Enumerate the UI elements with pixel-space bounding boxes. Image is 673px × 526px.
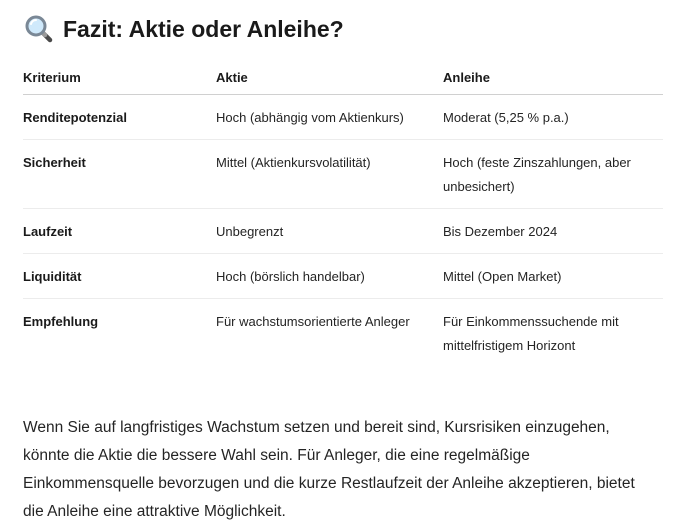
table-row — [23, 254, 663, 299]
criterion-cell: Laufzeit — [23, 209, 216, 254]
table-header-row — [23, 62, 663, 95]
table-row — [23, 299, 663, 368]
stock-cell: Hoch (abhängig vom Aktienkurs) — [216, 95, 443, 140]
section-heading — [24, 14, 344, 44]
stock-cell: Mittel (Aktienkursvolatilität) — [216, 140, 443, 209]
column-header-bond: Anleihe — [443, 62, 663, 95]
stock-cell: Hoch (börslich handelbar) — [216, 254, 443, 299]
bond-cell: Hoch (feste Zinszahlungen, aber unbesichert) — [443, 140, 663, 209]
section-title: Fazit: Aktie oder Anleihe? — [63, 15, 344, 42]
stock-cell: Für wachstumsorientierte Anleger — [216, 314, 410, 329]
table-row — [23, 209, 663, 254]
criterion-cell: Liquidität — [23, 254, 216, 299]
criterion-cell: Renditepotenzial — [23, 95, 216, 140]
column-header-stock: Aktie — [216, 62, 443, 95]
bond-cell: Bis Dezember 2024 — [443, 209, 663, 254]
bond-cell: Moderat (5,25 % p.a.) — [443, 95, 663, 140]
comparison-table — [23, 62, 663, 367]
bond-cell: Mittel (Open Market) — [443, 254, 663, 299]
stock-cell: Unbegrenzt — [216, 209, 443, 254]
conclusion-paragraph: Wenn Sie auf langfristiges Wachstum setzen und bereit sind, Kursrisiken einzugehen, könnte die Aktie die bessere Wahl sein. Für Anleger, die eine regelmäßige Einkommensquelle bevorzugen und die kurze Restlaufzeit der Anleihe akzeptieren, bietet die Anleihe eine attraktive Möglichkeit. — [23, 419, 635, 520]
criterion-cell: Sicherheit — [23, 140, 216, 209]
magnifier-icon — [24, 14, 54, 44]
bond-cell: Für Einkommenssuchende mit mittelfristigem Horizont — [443, 314, 619, 353]
table-row — [23, 95, 663, 140]
criterion-cell: Empfehlung — [23, 314, 99, 329]
table-row — [23, 140, 663, 209]
column-header-criterion: Kriterium — [23, 62, 216, 95]
